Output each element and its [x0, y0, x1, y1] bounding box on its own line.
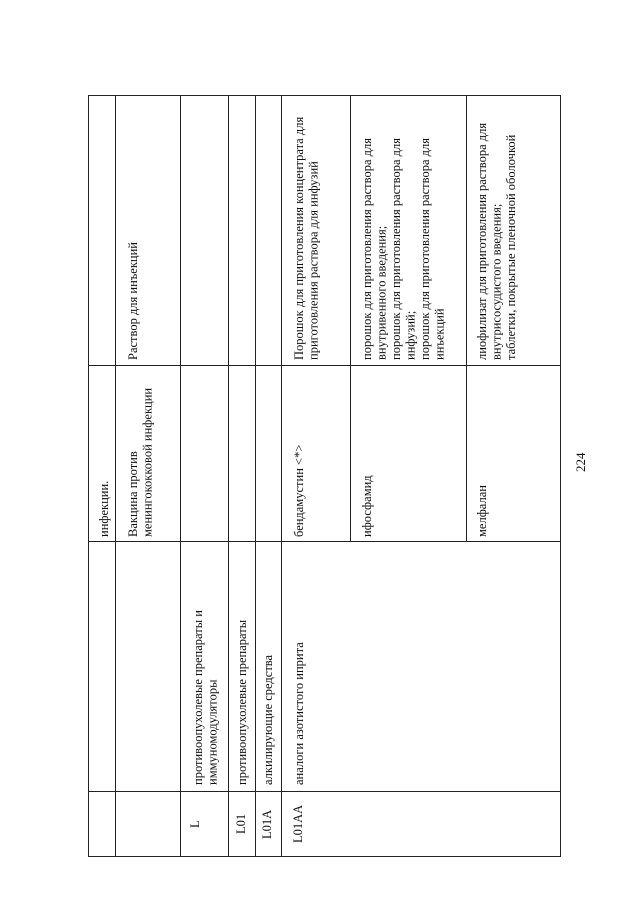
page-number: 224 — [573, 452, 588, 472]
column-separator — [88, 541, 561, 542]
row-separator — [180, 95, 181, 857]
row-separator — [115, 95, 116, 857]
group-name-cell: противоопухолевые препараты — [235, 619, 249, 785]
dosage-form-cell: лиофилизат для приготовления раствора для внутрисосудистого введения; таблетки, покрытые пленочной оболочкой — [475, 122, 518, 360]
group-name-cell: аналоги азотистого иприта — [292, 642, 306, 785]
atc-code-cell: L01AA — [291, 804, 305, 844]
group-name-cell: противоопухолевые препараты и иммуномодуляторы — [191, 610, 220, 785]
table-border-bottom — [88, 856, 561, 857]
column-separator — [88, 791, 561, 792]
row-separator — [350, 95, 351, 541]
column-separator — [88, 365, 561, 366]
row-separator — [255, 95, 256, 857]
drug-name-cell: Вакцина против менингококковой инфекции — [126, 387, 155, 537]
group-name-cell: алкилирующие средства — [261, 654, 275, 785]
drug-name-cell: бендамустин <*> — [292, 444, 306, 537]
atc-code-cell: L01A — [260, 809, 274, 839]
row-separator — [228, 95, 229, 857]
table-border-left — [88, 95, 89, 857]
drug-name-cell: ифосфамид — [360, 475, 374, 537]
atc-code-cell: L01 — [234, 813, 248, 835]
row-separator — [281, 95, 282, 857]
drug-name-cell: инфекции. — [97, 480, 111, 537]
drug-name-cell: мелфалан — [475, 485, 489, 537]
row-separator — [466, 95, 467, 541]
dosage-form-cell: Раствор для инъекций — [126, 242, 140, 360]
table-border-top — [88, 95, 561, 96]
dosage-form-cell: Порошок для приготовления концентрата для приготовления раствора для инфузий — [292, 116, 321, 360]
table-border-right — [560, 95, 561, 857]
dosage-form-cell: порошок для приготовления раствора для внутривенного введения; порошок для приготовления раствора для инфузий; порошок для приготовления раствора для инъекций — [360, 138, 447, 360]
atc-code-cell: L — [188, 820, 202, 828]
